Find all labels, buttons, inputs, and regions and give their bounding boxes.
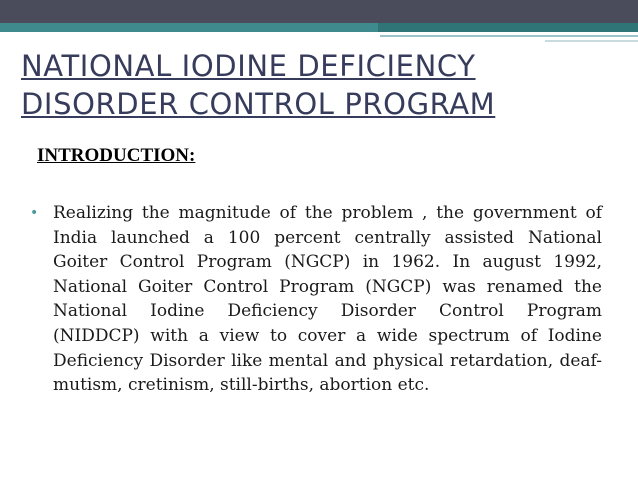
header-accent-bar-right [378,23,638,32]
decorative-line [380,35,638,37]
slide-title [21,47,621,123]
bullet-item [30,201,602,398]
bullet-dot-icon: • [30,205,39,221]
header-bar [0,0,638,23]
decorative-line-short [545,40,638,42]
slide-title-line-1: NATIONAL IODINE DEFICIENCY [21,49,476,83]
bullet-text: Realizing the magnitude of the problem , the government of India launched a 100 percent centrally assisted National Goiter Control Program (NGCP) in 1962. In august 1992, National Goiter Control Program (NGCP) was renamed the National Iodine Deficiency Disorder Control Program (NIDDCP) with a view to cover a wide spectrum of Iodine Deficiency Disorder like mental and physical retardation, deaf-mutism, cretinism, still-births, abortion etc. [53,203,602,396]
section-heading: INTRODUCTION: [37,145,196,166]
slide-title-line-2: DISORDER CONTROL PROGRAM [21,87,496,121]
